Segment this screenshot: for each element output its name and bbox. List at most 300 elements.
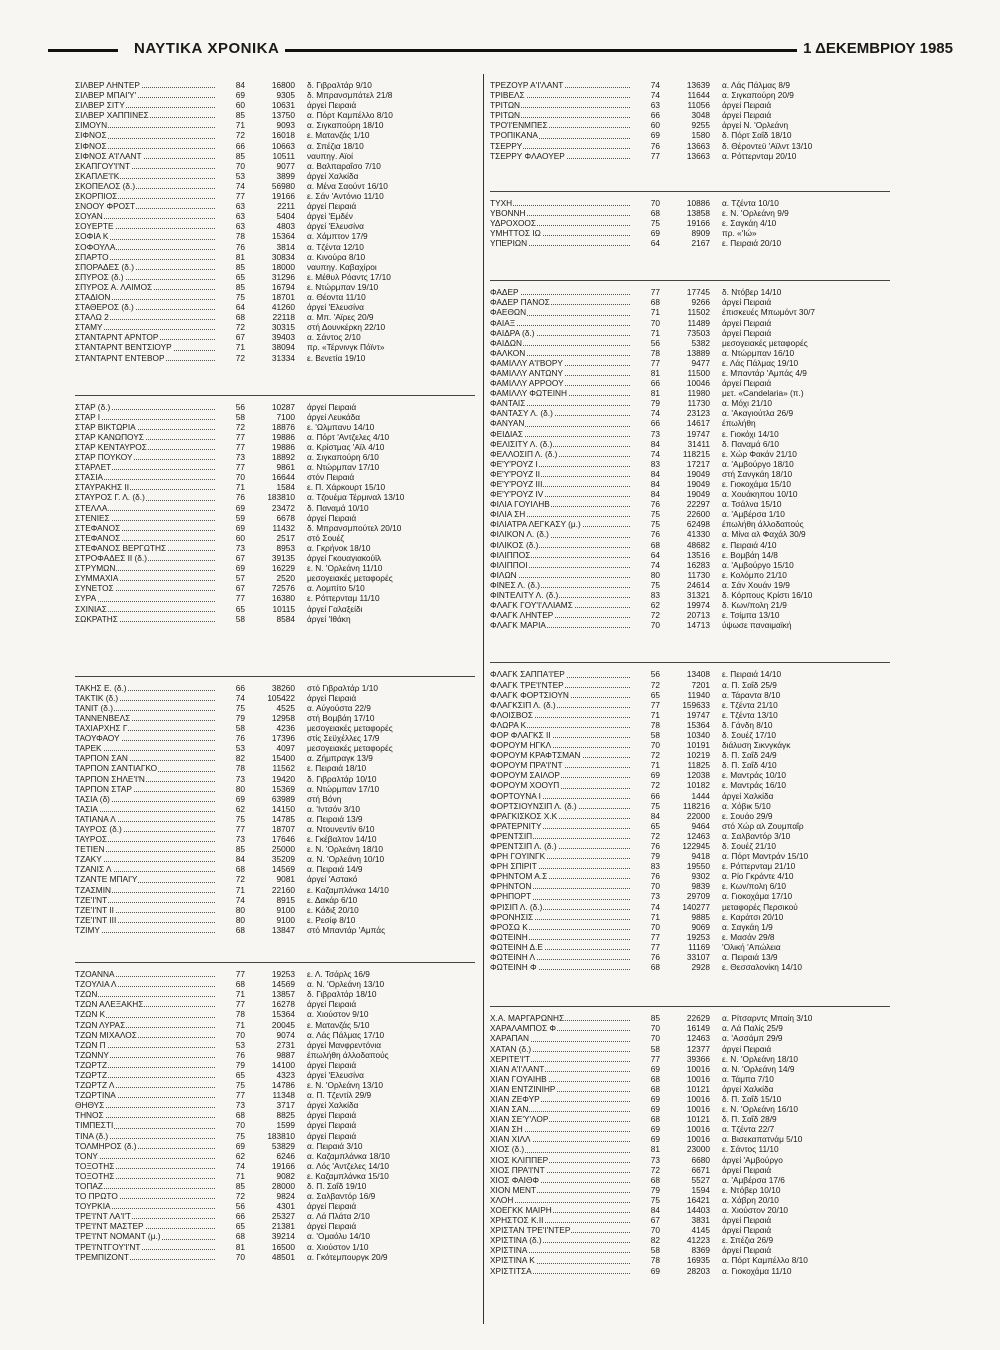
ship-position: δ. Π. Σαΐδ 24/9 [722, 750, 777, 761]
ship-name: ΦΟΡ ΦΛΑΓΚΣ ΙΙ [490, 730, 630, 740]
tonnage: 8953 [276, 542, 295, 553]
ship-name: ΥΜΗΤΤΟΣ ΙΩ [490, 228, 630, 238]
ship-row [490, 851, 895, 861]
ship-row [490, 700, 895, 710]
build-year: 72 [235, 322, 245, 333]
tonnage: 31411 [687, 438, 710, 449]
tonnage: 9861 [276, 462, 295, 473]
tonnage: 62498 [686, 519, 710, 530]
ship-row [75, 1040, 480, 1050]
ship-position: άργεί Πειραιά [722, 327, 772, 338]
ship-name: ΤΖΑΚΥ [75, 854, 215, 864]
build-year: 77 [235, 999, 245, 1010]
ship-row [75, 211, 480, 221]
ship-name: ΦΑΙΔΡΑ (δ.) [490, 328, 630, 338]
ship-row [75, 191, 480, 201]
ship-row [490, 228, 895, 238]
page-header [48, 40, 953, 60]
tonnage: 10016 [686, 1093, 710, 1104]
ship-row [75, 422, 480, 432]
build-year: 82 [235, 753, 245, 764]
build-year: 76 [650, 952, 660, 963]
build-year: 76 [650, 499, 660, 510]
ship-position: α. Χιούστον 9/10 [307, 1009, 369, 1020]
build-year: 69 [650, 1063, 660, 1074]
ship-position: α. Λάς Πάλμας 8/9 [722, 80, 790, 90]
ship-position: ε. Βενετία 19/10 [307, 352, 366, 363]
ship-position: ε. Σαγκάη 4/10 [722, 217, 777, 228]
section-gap [490, 248, 895, 268]
ship-name: ΤΟ ΠΡΩΤΟ [75, 1191, 215, 1201]
ship-row [490, 540, 895, 550]
ship-row [75, 979, 480, 989]
ship-row [75, 120, 480, 130]
ship-name: ΦΑΜΙΛΛΥ ΦΩΤΕΙΝΗ [490, 388, 630, 398]
ship-name: ΣΙΛΒΕΡ ΣΙΤΥ [75, 100, 215, 110]
tonnage: 10121 [686, 1083, 710, 1094]
ship-name: ΦΡΟΣΩ Κ [490, 922, 630, 932]
ship-name: ΦΛΑΓΚ ΦΟΡΤΣΙΟΥΝ [490, 690, 630, 700]
ship-position: α. Σάντος 2/10 [307, 332, 361, 343]
tonnage: 17217 [686, 458, 710, 469]
ship-name: ΦΑΙΑΞ [490, 318, 630, 328]
ship-section [75, 683, 480, 935]
ship-position: α. Πόρτ Καμπέλλο 8/10 [722, 1255, 808, 1266]
build-year: 78 [235, 763, 245, 774]
tonnage: 28203 [686, 1265, 710, 1276]
ship-position: στό Σουέζ [307, 532, 344, 543]
tonnage: 9093 [276, 120, 295, 131]
ship-name: ΦΑΝΤΑΣΥ Λ. (δ.) [490, 408, 630, 418]
ship-name: ΤΡΙΤΩΝ [490, 100, 630, 110]
ship-name: ΤΡΕΖΟΥΡ Α'Ι'ΛΑΝΤ [490, 80, 630, 90]
ship-row [75, 763, 480, 773]
build-year: 75 [650, 217, 660, 228]
ship-row [75, 824, 480, 834]
ship-position: άργεί Πειραιά [722, 1245, 772, 1256]
ship-position: ε. Ρόττερνταμ 21/10 [722, 861, 796, 872]
build-year: 77 [235, 824, 245, 834]
tonnage: 35209 [271, 854, 295, 865]
tonnage: 6671 [691, 1164, 710, 1175]
build-year: 77 [235, 1090, 245, 1101]
ship-row [75, 1211, 480, 1221]
ship-name: ΦΙΛΙΑ ΣΗ [490, 509, 630, 519]
tonnage: 12038 [686, 770, 710, 781]
tonnage: 20713 [686, 610, 710, 621]
tonnage: 3814 [276, 241, 295, 252]
ship-name: Χ.Α. ΜΑΡΓΑΡΩΝΗΣ [490, 1013, 630, 1023]
ship-position: α. Ζήμπραγκ 13/9 [307, 753, 373, 764]
build-year: 68 [650, 1114, 660, 1125]
build-year: 77 [650, 287, 660, 298]
build-year: 73 [235, 834, 245, 845]
column-divider [483, 74, 484, 1324]
build-year: 73 [235, 452, 245, 463]
ship-name: ΥΔΡΟΧΟΟΣ [490, 218, 630, 228]
ship-position: α. 'Αμβούργο 18/10 [722, 458, 794, 469]
ship-row [490, 1205, 895, 1215]
tonnage: 10016 [686, 1063, 710, 1074]
ship-row [490, 1054, 895, 1064]
ship-section [75, 80, 480, 363]
ship-name: ΣΤΡΥΜΩΝ [75, 563, 215, 573]
ship-position: στή Δουνκέρκη 22/10 [307, 322, 386, 333]
ship-row [490, 120, 895, 130]
tonnage: 10287 [271, 401, 295, 412]
section-divider [75, 962, 475, 963]
ship-name: ΤΖΑΣΜΙΝ [75, 885, 215, 895]
tonnage: 19166 [271, 1160, 295, 1171]
ship-name: ΦΙΛΙΚΟΣ (δ.) [490, 540, 630, 550]
build-year: 68 [235, 1231, 245, 1242]
ship-name: ΦΕ'Υ'ΡΟΥΖ ΙΙ [490, 469, 630, 479]
ship-name: ΧΙΑΝ ΣΑΝ [490, 1104, 630, 1114]
ship-position: α. Μένα Σαούντ 16/10 [307, 180, 388, 191]
build-year: 77 [650, 931, 660, 942]
ship-row [75, 1201, 480, 1211]
ship-position: α. Λάς Πάλμας 17/10 [307, 1029, 385, 1040]
ship-position: ε. Πειραιά 20/10 [722, 238, 782, 249]
ship-name: ΤΑΟΥΦΑΟΥ [75, 733, 215, 743]
ship-name: ΦΙΛΙΑ ΓΟΥΙΛΗΒ [490, 499, 630, 509]
ship-position: ε. Ρεσίφ 8/10 [307, 914, 356, 925]
ship-row [490, 912, 895, 922]
ship-row [75, 1070, 480, 1080]
tonnage: 23472 [271, 502, 295, 513]
ship-row [490, 760, 895, 770]
ship-name: ΤΗΝΟΣ [75, 1110, 215, 1120]
ship-name: ΦΕΛΙΣΙΤΥ Λ. (δ.) [490, 439, 630, 449]
ship-row [490, 307, 895, 317]
ship-row [490, 962, 895, 972]
tonnage: 1444 [691, 790, 710, 801]
build-year: 71 [650, 911, 660, 922]
ship-name: ΣΠΑΡΤΟ [75, 252, 215, 262]
build-year: 72 [650, 1164, 660, 1175]
ship-row [490, 368, 895, 378]
build-year: 67 [235, 583, 245, 594]
tonnage: 6680 [691, 1154, 710, 1165]
build-year: 79 [235, 1059, 245, 1070]
tonnage: 4525 [276, 702, 295, 713]
ship-row [75, 1020, 480, 1030]
ship-position: ε. Ρόττερνταμ 11/10 [307, 593, 380, 604]
ship-position: α. Κρίστμας 'Αϊλ 4/10 [307, 442, 385, 452]
ship-position: ε. Τζέντα 13/10 [722, 709, 778, 720]
build-year: 74 [650, 80, 660, 90]
tonnage: 20045 [271, 1019, 295, 1030]
build-year: 69 [650, 228, 660, 239]
ship-row [75, 1161, 480, 1171]
tonnage: 4803 [276, 221, 295, 232]
build-year: 63 [235, 221, 245, 232]
ship-row [75, 292, 480, 302]
ship-position: δ. Μπρανσμπάτελ 21/8 [307, 90, 393, 101]
ship-row [490, 1124, 895, 1134]
ship-position: ε. Καζαμπλάνκα 14/10 [307, 884, 389, 895]
tonnage: 13858 [686, 207, 710, 218]
ship-position: α. 'Ιντσόν 3/10 [307, 803, 360, 814]
tonnage: 19049 [686, 479, 710, 489]
ship-position: δ. Π. Σαΐδ 28/9 [722, 1114, 777, 1125]
ship-name: ΣΠΥΡΟΣ Α. ΛΑΙΜΟΣ [75, 282, 215, 292]
build-year: 70 [650, 740, 660, 751]
ship-name: ΦΩΤΕΙΝΗ [490, 932, 630, 942]
ship-row [490, 1104, 895, 1114]
ship-position: άργεί Πειραιά [307, 692, 357, 703]
ship-name: ΤΖΕ'Ι'ΝΤ ΙΙ [75, 905, 215, 915]
build-year: 75 [650, 800, 660, 811]
ship-position: άργεί Πειραιά [307, 512, 357, 523]
ship-row [490, 141, 895, 151]
build-year: 69 [650, 1093, 660, 1104]
ship-position: στό Χώρ αλ Ζουμπαΐρ [722, 820, 804, 831]
ship-name: ΣΤΑΘΕΡΟΣ (δ.) [75, 302, 215, 312]
ship-position: διάλυση Σικνγκάγκ [722, 740, 791, 751]
ship-name: ΧΡΙΣΤΙΤΣΑ [490, 1266, 630, 1276]
ship-position: ε. Ματανζάς 1/10 [307, 130, 370, 141]
ship-position: α. Σαλβαντόρ 3/10 [722, 830, 791, 841]
ship-name: ΤΖΕ'Ι'ΝΤ [75, 895, 215, 905]
ship-row [75, 1181, 480, 1191]
ship-row [490, 770, 895, 780]
ship-row [490, 730, 895, 740]
tonnage: 10121 [686, 1114, 710, 1125]
ship-row [75, 322, 480, 332]
ship-position: α. Πειραιά 3/10 [307, 1140, 363, 1151]
ship-position: μετ. «Candelaria» (π.) [722, 388, 804, 399]
ship-position: α. Πόρτ Μαντράν 15/10 [722, 851, 809, 862]
build-year: 69 [650, 1104, 660, 1115]
build-year: 75 [235, 1080, 245, 1091]
ship-position: α. 'Αμβέρσα 1/10 [722, 509, 785, 520]
ship-row [75, 1090, 480, 1100]
ship-position: ε. Ν. 'Ορλεάνη 18/10 [307, 844, 383, 855]
build-year: 62 [235, 803, 245, 814]
ship-name: ΤΖΟΥΛΙΑ Λ [75, 979, 215, 989]
build-year: 69 [235, 502, 245, 513]
tonnage: 13750 [271, 110, 295, 121]
build-year: 69 [650, 1124, 660, 1135]
ship-name: ΤΖΑΝΤΕ ΜΠΑΙ'Υ [75, 874, 215, 884]
ship-name: ΣΤΑΝΤΑΡΝΤ ΑΡΝΤΟΡ [75, 332, 215, 342]
ship-row [490, 1084, 895, 1094]
ship-row [490, 1044, 895, 1054]
ship-name: ΧΙΟΣ ΠΡΑ'Ι'ΝΤ [490, 1165, 630, 1175]
ship-name: ΣΤΕΛΛΑ [75, 503, 215, 513]
ship-name: ΦΟΡΟΥΜ ΧΟΟΥΠ [490, 780, 630, 790]
ship-row [75, 1252, 480, 1262]
ship-row [75, 1120, 480, 1130]
ship-row [490, 1266, 895, 1276]
ship-name: ΣΥΡΑ [75, 593, 215, 603]
tonnage: 11500 [687, 367, 710, 378]
ship-row [490, 942, 895, 952]
ship-name: ΦΑΔΕΡ [490, 287, 630, 297]
build-year: 71 [235, 1170, 245, 1181]
build-year: 85 [650, 1013, 660, 1024]
build-year: 76 [235, 241, 245, 252]
ship-name: ΣΟΥΕΡΤΕ [75, 221, 215, 231]
ship-position: άργεί Πειραιά [307, 1120, 357, 1131]
ship-row [490, 922, 895, 932]
tonnage: 16644 [271, 472, 295, 483]
build-year: 64 [650, 549, 660, 560]
tonnage: 8584 [276, 613, 295, 624]
tonnage: 15400 [271, 753, 295, 764]
ship-position: μεσογειακές μεταφορές [307, 723, 393, 734]
ship-name: ΧΡΙΣΤΙΝΑ [490, 1245, 630, 1255]
ship-row [75, 693, 480, 703]
ship-row [490, 90, 895, 100]
ship-row [490, 1023, 895, 1033]
tonnage: 14786 [271, 1080, 295, 1091]
build-year: 84 [235, 854, 245, 865]
ship-position: άργεί Πειραιά [722, 297, 772, 308]
tonnage: 18876 [271, 421, 295, 432]
build-year: 70 [235, 1251, 245, 1262]
ship-row [490, 710, 895, 720]
ship-row [75, 895, 480, 905]
ship-position: α. Τζουέμα Τέρμιναλ 13/10 [307, 492, 405, 503]
ship-position: α. Σιγκαπούρη 20/9 [722, 90, 794, 101]
ship-name: ΤΖΕ'Ι'ΝΤ ΙΙΙ [75, 915, 215, 925]
tonnage: 15364 [271, 1009, 295, 1020]
ship-name: ΤΑΤΙΑΝΑ Λ [75, 814, 215, 824]
ship-position: α. Γιοκοχάμα 17/10 [722, 891, 793, 902]
build-year: 66 [650, 110, 660, 121]
ship-row [75, 925, 480, 935]
ship-position: α. Μόχι 21/10 [722, 398, 772, 409]
tonnage: 72576 [271, 583, 295, 594]
ship-row [75, 513, 480, 523]
tonnage: 9477 [691, 357, 710, 368]
ship-position: άργεί Πειραιά [722, 1164, 772, 1175]
ship-row [75, 583, 480, 593]
ship-row [75, 231, 480, 241]
build-year: 73 [235, 542, 245, 553]
ship-row [490, 600, 895, 610]
ship-row [490, 80, 895, 90]
ship-name: ΦΑΙΔΩΝ [490, 338, 630, 348]
ship-row [75, 834, 480, 844]
build-year: 68 [235, 864, 245, 875]
build-year: 74 [650, 408, 660, 419]
ship-row [490, 932, 895, 942]
build-year: 72 [235, 1191, 245, 1202]
build-year: 83 [650, 590, 660, 601]
ship-position: δ. Μπρανσμπούτελ 20/10 [307, 522, 402, 533]
build-year: 66 [235, 1211, 245, 1222]
tonnage: 25000 [271, 844, 295, 855]
tonnage: 22600 [686, 509, 710, 520]
ship-row [490, 831, 895, 841]
tonnage: 11348 [272, 1090, 295, 1101]
section-divider [75, 676, 475, 677]
build-year: 74 [235, 894, 245, 905]
ship-row [490, 1155, 895, 1165]
build-year: 84 [650, 438, 660, 449]
ship-name: ΣΚΟΠΕΛΟΣ (δ.) [75, 181, 215, 191]
ship-row [490, 1074, 895, 1084]
build-year: 71 [650, 709, 660, 720]
tonnage: 10016 [686, 1104, 710, 1115]
build-year: 70 [650, 1023, 660, 1034]
ship-name: ΦΡΕΝΤΣΙΠ [490, 831, 630, 841]
tonnage: 16380 [271, 593, 295, 604]
ship-row [490, 110, 895, 120]
ship-row [75, 432, 480, 442]
build-year: 78 [650, 719, 660, 730]
ship-position: έπωλήθη άλλοδαπούς [307, 1049, 389, 1060]
tonnage: 33107 [686, 952, 710, 963]
ship-position: ε. Πειραιά 4/10 [722, 539, 777, 550]
build-year: 81 [235, 1241, 245, 1252]
tonnage: 39403 [271, 332, 295, 343]
build-year: 78 [235, 231, 245, 242]
ship-name: ΤΟΥΡΚΙΑ [75, 1201, 215, 1211]
ship-row [490, 952, 895, 962]
ship-name: ΤΑΡΠΟΝ ΣΗΛΕ'Ι'Ν [75, 774, 215, 784]
ship-position: έπωλήθη [722, 418, 756, 429]
ship-row [490, 1144, 895, 1154]
ship-name: ΧΡΙΣΤΑΝ ΤΡΕ'Ι'ΝΤΕΡ [490, 1225, 630, 1235]
tonnage: 24614 [686, 579, 710, 590]
ship-row [490, 439, 895, 449]
tonnage: 7201 [691, 679, 710, 690]
ship-name: ΧΡΙΣΤΙΝΑ (δ.) [490, 1235, 630, 1245]
ship-position: άργεί Χαλκίδα [307, 170, 359, 181]
build-year: 81 [650, 388, 660, 399]
tonnage: 28000 [271, 1181, 295, 1191]
ship-row [490, 902, 895, 912]
ship-position: άργεί Πειραιά [722, 317, 772, 328]
ship-name: ΣΠΟΡΑΔΕΣ (δ.) [75, 262, 215, 272]
ship-position: ε. Κολόμπο 21/10 [722, 569, 787, 580]
tonnage: 3899 [276, 170, 295, 181]
ship-position: α. Γκρήνοκ 18/10 [307, 542, 371, 553]
ship-row [75, 332, 480, 342]
ship-name: ΣΙΛΒΕΡ ΛΗΝΤΕΡ [75, 80, 215, 90]
tonnage: 48682 [686, 539, 710, 550]
ship-position: ε. Ντώρμπαν 19/10 [307, 281, 379, 292]
ship-position: δ. Πόρτ Σαΐδ 18/10 [722, 130, 792, 141]
ship-name: ΧΙΑΝ ΕΝΤΖΙΝΙΗΡ [490, 1084, 630, 1094]
tonnage: 16794 [271, 281, 295, 292]
tonnage: 9305 [276, 90, 295, 101]
ship-name: ΤΣΕΡΡΥ [490, 141, 630, 151]
ship-position: άργεί Πειραιά [307, 1059, 357, 1070]
build-year: 65 [235, 271, 245, 282]
build-year: 58 [650, 1043, 660, 1054]
tonnage: 2731 [276, 1039, 295, 1050]
ship-position: α. Λομπίτο 5/10 [307, 583, 365, 594]
ship-row [75, 262, 480, 272]
ship-position: μεσογειακές μεταφορές [722, 337, 808, 348]
tonnage: 9255 [691, 120, 710, 131]
build-year: 73 [235, 1100, 245, 1111]
ship-row [75, 774, 480, 784]
tonnage: 19747 [686, 709, 710, 720]
tonnage: 13639 [686, 80, 710, 90]
ship-name: ΤΖΩΝ Κ [75, 1009, 215, 1019]
ship-position: στόν Πειραιά [307, 472, 355, 483]
ship-position: α. Π. Τζεντίλ 29/9 [307, 1090, 372, 1101]
ship-name: ΣΤΕΝΙΕΣ [75, 513, 215, 523]
tonnage: 10046 [686, 378, 710, 389]
tonnage: 183810 [267, 1130, 295, 1141]
